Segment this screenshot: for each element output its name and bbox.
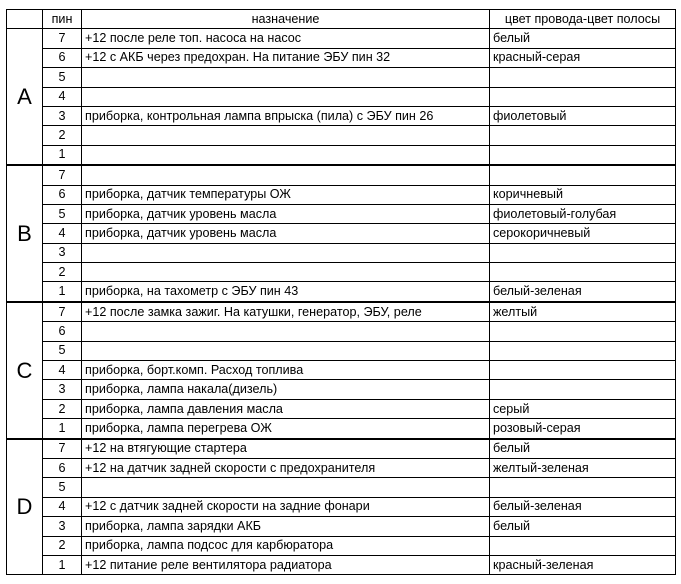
- pin-cell: 3: [43, 106, 82, 125]
- pin-cell: 3: [43, 243, 82, 262]
- purpose-cell: приборка, борт.комп. Расход топлива: [82, 361, 490, 380]
- wire-color-cell: розовый-серая: [490, 419, 676, 439]
- table-row: [7, 68, 676, 87]
- purpose-cell: [82, 126, 490, 145]
- pin-cell: 3: [43, 517, 82, 536]
- table-row: [7, 517, 676, 536]
- wire-color-cell: белый: [490, 439, 676, 459]
- group-label: B: [7, 165, 43, 302]
- pin-cell: 7: [43, 302, 82, 322]
- table-row: [7, 282, 676, 302]
- table-row: [7, 263, 676, 282]
- table-row: [7, 361, 676, 380]
- table-row: [7, 341, 676, 360]
- purpose-cell: приборка, лампа перегрева ОЖ: [82, 419, 490, 439]
- purpose-cell: приборка, контрольная лампа впрыска (пила) с ЭБУ пин 26: [82, 106, 490, 125]
- table-row: [7, 322, 676, 341]
- pin-cell: 3: [43, 380, 82, 399]
- pin-cell: 4: [43, 87, 82, 106]
- purpose-cell: [82, 263, 490, 282]
- header-row: [7, 10, 676, 29]
- purpose-cell: приборка, лампа подсос для карбюратора: [82, 536, 490, 555]
- pin-cell: 2: [43, 536, 82, 555]
- wire-color-cell: желтый-зеленая: [490, 458, 676, 477]
- purpose-cell: [82, 165, 490, 185]
- purpose-cell: +12 на датчик задней скорости с предохранителя: [82, 458, 490, 477]
- header-pin: пин: [43, 10, 82, 29]
- wire-color-cell: [490, 341, 676, 360]
- header-color: цвет провода-цвет полосы: [490, 10, 676, 29]
- table-row: [7, 87, 676, 106]
- pin-cell: 2: [43, 126, 82, 145]
- pin-cell: 1: [43, 419, 82, 439]
- wire-color-cell: серокоричневый: [490, 224, 676, 243]
- wire-color-cell: [490, 145, 676, 165]
- header-purpose: назначение: [82, 10, 490, 29]
- pin-cell: 2: [43, 399, 82, 418]
- table-body: [7, 29, 676, 575]
- group-label: C: [7, 302, 43, 439]
- pin-cell: 4: [43, 224, 82, 243]
- wire-color-cell: коричневый: [490, 185, 676, 204]
- purpose-cell: +12 с датчик задней скорости на задние фонари: [82, 497, 490, 516]
- purpose-cell: приборка, датчик температуры ОЖ: [82, 185, 490, 204]
- pin-cell: 7: [43, 29, 82, 48]
- purpose-cell: [82, 341, 490, 360]
- purpose-cell: +12 на втягующие стартера: [82, 439, 490, 459]
- wire-color-cell: [490, 165, 676, 185]
- pin-cell: 1: [43, 282, 82, 302]
- table-row: [7, 458, 676, 477]
- wire-color-cell: фиолетовый: [490, 106, 676, 125]
- wire-color-cell: белый: [490, 517, 676, 536]
- table-row: [7, 439, 676, 459]
- wire-color-cell: белый-зеленая: [490, 497, 676, 516]
- pin-cell: 5: [43, 341, 82, 360]
- purpose-cell: +12 после замка зажиг. На катушки, генератор, ЭБУ, реле: [82, 302, 490, 322]
- group-label: A: [7, 29, 43, 165]
- wire-color-cell: красный-зеленая: [490, 555, 676, 574]
- purpose-cell: [82, 145, 490, 165]
- purpose-cell: [82, 68, 490, 87]
- table-row: [7, 145, 676, 165]
- pinout-table: [6, 9, 676, 575]
- purpose-cell: [82, 478, 490, 497]
- pin-cell: 5: [43, 68, 82, 87]
- table-row: [7, 302, 676, 322]
- table-row: [7, 165, 676, 185]
- wire-color-cell: [490, 126, 676, 145]
- wire-color-cell: [490, 87, 676, 106]
- pin-cell: 4: [43, 497, 82, 516]
- header-group: [7, 10, 43, 29]
- pin-cell: 6: [43, 48, 82, 67]
- wire-color-cell: красный-серая: [490, 48, 676, 67]
- pin-cell: 6: [43, 185, 82, 204]
- wire-color-cell: [490, 243, 676, 262]
- purpose-cell: приборка, датчик уровень масла: [82, 224, 490, 243]
- table-row: [7, 48, 676, 67]
- table-row: [7, 419, 676, 439]
- table-row: [7, 204, 676, 223]
- table-row: [7, 536, 676, 555]
- table-row: [7, 478, 676, 497]
- pin-cell: 5: [43, 478, 82, 497]
- pin-cell: 4: [43, 361, 82, 380]
- pin-cell: 7: [43, 165, 82, 185]
- wire-color-cell: фиолетовый-голубая: [490, 204, 676, 223]
- table-row: [7, 106, 676, 125]
- table-row: [7, 243, 676, 262]
- table-row: [7, 29, 676, 48]
- purpose-cell: [82, 87, 490, 106]
- purpose-cell: приборка, лампа зарядки АКБ: [82, 517, 490, 536]
- wire-color-cell: [490, 536, 676, 555]
- purpose-cell: приборка, лампа давления масла: [82, 399, 490, 418]
- wire-color-cell: [490, 68, 676, 87]
- purpose-cell: [82, 322, 490, 341]
- pin-cell: 7: [43, 439, 82, 459]
- table-row: [7, 224, 676, 243]
- wire-color-cell: [490, 361, 676, 380]
- table-row: [7, 380, 676, 399]
- pin-cell: 1: [43, 145, 82, 165]
- table-row: [7, 399, 676, 418]
- pin-cell: 6: [43, 322, 82, 341]
- wire-color-cell: [490, 263, 676, 282]
- purpose-cell: [82, 243, 490, 262]
- wire-color-cell: [490, 478, 676, 497]
- wire-color-cell: [490, 322, 676, 341]
- purpose-cell: приборка, лампа накала(дизель): [82, 380, 490, 399]
- pin-cell: 2: [43, 263, 82, 282]
- table-row: [7, 555, 676, 574]
- wire-color-cell: белый-зеленая: [490, 282, 676, 302]
- pin-cell: 6: [43, 458, 82, 477]
- wire-color-cell: белый: [490, 29, 676, 48]
- purpose-cell: приборка, на тахометр с ЭБУ пин 43: [82, 282, 490, 302]
- purpose-cell: +12 после реле топ. насоса на насос: [82, 29, 490, 48]
- wire-color-cell: серый: [490, 399, 676, 418]
- purpose-cell: приборка, датчик уровень масла: [82, 204, 490, 223]
- purpose-cell: +12 питание реле вентилятора радиатора: [82, 555, 490, 574]
- wire-color-cell: желтый: [490, 302, 676, 322]
- pin-cell: 5: [43, 204, 82, 223]
- group-label: D: [7, 439, 43, 575]
- table-row: [7, 126, 676, 145]
- pin-cell: 1: [43, 555, 82, 574]
- table-row: [7, 497, 676, 516]
- wire-color-cell: [490, 380, 676, 399]
- table-row: [7, 185, 676, 204]
- purpose-cell: +12 с АКБ через предохран. На питание ЭБУ пин 32: [82, 48, 490, 67]
